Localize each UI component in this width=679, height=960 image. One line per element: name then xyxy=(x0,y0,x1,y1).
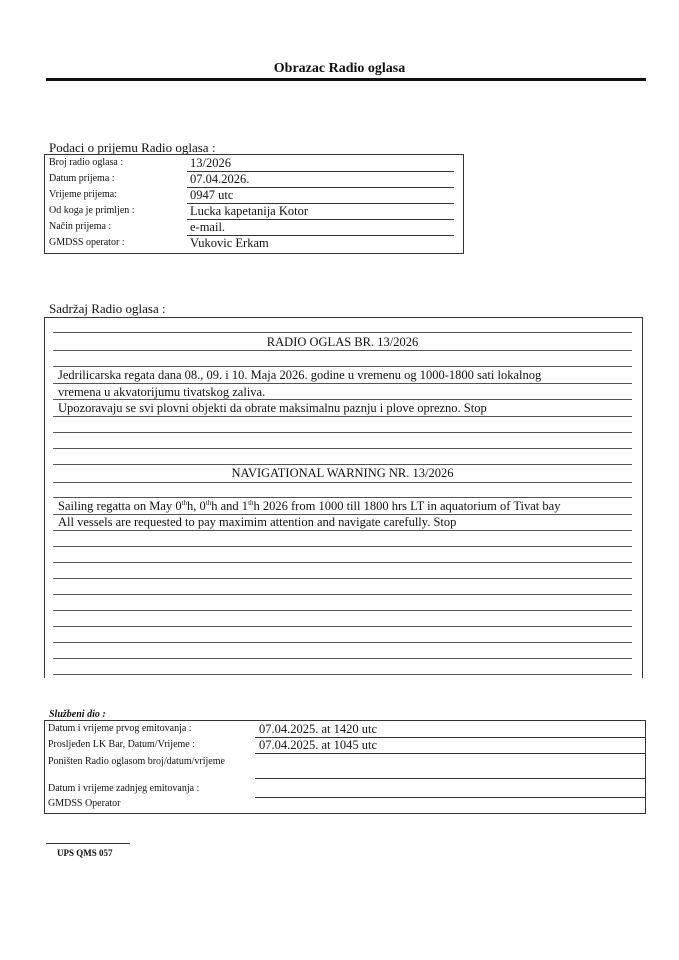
form-code: UPS QMS 057 xyxy=(57,848,113,858)
ruled-line xyxy=(53,562,632,563)
reception-line xyxy=(187,219,454,220)
content-heading: Sadržaj Radio oglasa : xyxy=(49,301,166,316)
reception-label-number: Broj radio oglasa : xyxy=(49,157,124,168)
ruled-line xyxy=(53,674,632,675)
reception-label-from: Od koga je primljen : xyxy=(49,205,135,216)
official-label-cancelled: Poništen Radio oglasom broj/datum/vrijeme xyxy=(48,756,225,767)
ruled-line xyxy=(53,626,632,627)
ruled-line xyxy=(53,383,632,384)
warning-line: Sailing regatta on May 0thh, 0thh and 1thh 2026 from 1000 till 1800 hrs LT in aquatorium of Tivat bay xyxy=(58,498,561,513)
official-heading: Službeni dio : xyxy=(49,709,106,720)
local-notice-line: Upozoravaju se svi plovni objekti da obrate maksimalnu paznju i plove oprezno. Stop xyxy=(58,401,487,415)
document-title: Obrazac Radio oglasa xyxy=(273,61,406,76)
reception-label-time: Vrijeme prijema: xyxy=(49,189,117,200)
ruled-line xyxy=(53,578,632,579)
official-label-forwarded: Prosljeđen LK Bar, Datum/Vrijeme : xyxy=(48,739,196,750)
local-notice-title: RADIO OGLAS BR. 13/2026 xyxy=(266,335,419,349)
ruled-line xyxy=(53,416,632,417)
ruled-line xyxy=(53,332,632,333)
official-label-operator: GMDSS Operator xyxy=(48,798,121,809)
warning-line: All vessels are requested to pay maximim attention and navigate carefully. Stop xyxy=(58,515,457,529)
official-label-last-broadcast: Datum i vrijeme zadnjeg emitovanja : xyxy=(48,783,200,794)
reception-value-number: 13/2026 xyxy=(190,156,231,170)
ruled-line xyxy=(53,350,632,351)
ruled-line xyxy=(53,448,632,449)
ruled-line xyxy=(53,366,632,367)
official-line xyxy=(255,778,645,779)
ruled-line xyxy=(53,610,632,611)
footer-divider xyxy=(46,843,130,844)
ruled-line xyxy=(53,497,632,498)
ruled-line xyxy=(53,530,632,531)
ruled-line xyxy=(53,546,632,547)
official-value-first-broadcast: 07.04.2025. at 1420 utc xyxy=(259,722,378,736)
reception-value-date: 07.04.2026. xyxy=(190,172,250,186)
warning-title: NAVIGATIONAL WARNING NR. 13/2026 xyxy=(231,466,454,480)
ruled-line xyxy=(53,464,632,465)
reception-label-operator: GMDSS operator : xyxy=(49,237,125,248)
reception-value-operator: Vukovic Erkam xyxy=(190,236,269,250)
ruled-line xyxy=(53,594,632,595)
official-value-forwarded: 07.04.2025. at 1045 utc xyxy=(259,738,378,752)
official-line xyxy=(255,797,645,798)
official-line xyxy=(255,753,645,754)
reception-value-from: Lucka kapetanija Kotor xyxy=(190,204,309,218)
reception-label-date: Datum prijema : xyxy=(49,173,115,184)
ruled-line xyxy=(53,658,632,659)
ruled-line xyxy=(53,399,632,400)
reception-value-method: e-mail. xyxy=(190,220,226,234)
ruled-line xyxy=(53,642,632,643)
local-notice-line: Jedrilicarska regata dana 08., 09. i 10. Maja 2026. godine u vremenu og 1000-1800 sati lokalnog xyxy=(58,368,542,382)
reception-heading: Podaci o prijemu Radio oglasa : xyxy=(49,140,216,155)
local-notice-line: vremena u akvatorijumu tivatskog zaliva. xyxy=(58,385,266,399)
official-label-first-broadcast: Datum i vrijeme prvog emitovanja : xyxy=(48,723,192,734)
reception-value-time: 0947 utc xyxy=(190,188,234,202)
ruled-line xyxy=(53,482,632,483)
reception-label-method: Način prijema : xyxy=(49,221,112,232)
ruled-line xyxy=(53,432,632,433)
title-divider xyxy=(46,78,646,81)
